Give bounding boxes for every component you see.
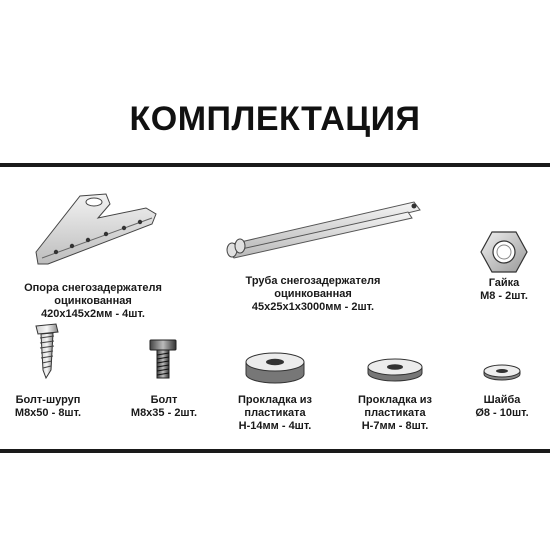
top-divider bbox=[0, 163, 550, 167]
tube-icon bbox=[218, 196, 428, 260]
page-title: КОМПЛЕКТАЦИЯ bbox=[129, 100, 421, 138]
item-label-bracket: Опора снегозадержателя оцинкованная 420х145х2мм - 4шт. bbox=[24, 282, 162, 320]
item-label-bolt: Болт М8х35 - 2шт. bbox=[130, 394, 198, 419]
lag-screw-icon bbox=[30, 322, 64, 380]
bottom-divider bbox=[0, 449, 550, 453]
item-label-washer: Шайба Ø8 - 10шт. bbox=[475, 394, 529, 419]
item-label-tube: Труба снегозадержателя оцинкованная 45х25х1х3000мм - 2шт. bbox=[245, 275, 381, 313]
washer-icon bbox=[482, 364, 522, 382]
item-label-thick-gasket: Прокладка из пластиката Н-14мм - 4шт. bbox=[238, 394, 312, 432]
thin-gasket-icon bbox=[366, 358, 424, 382]
bolt-icon bbox=[148, 338, 178, 380]
bracket-icon bbox=[28, 190, 158, 270]
item-label-thin-gasket: Прокладка из пластиката Н-7мм - 8шт. bbox=[358, 394, 432, 432]
nut-icon bbox=[480, 230, 528, 274]
item-label-nut: Гайка М8 - 2шт. bbox=[480, 277, 528, 302]
item-label-lag-screw: Болт-шуруп М8х50 - 8шт. bbox=[14, 394, 82, 419]
thick-gasket-icon bbox=[244, 352, 306, 386]
